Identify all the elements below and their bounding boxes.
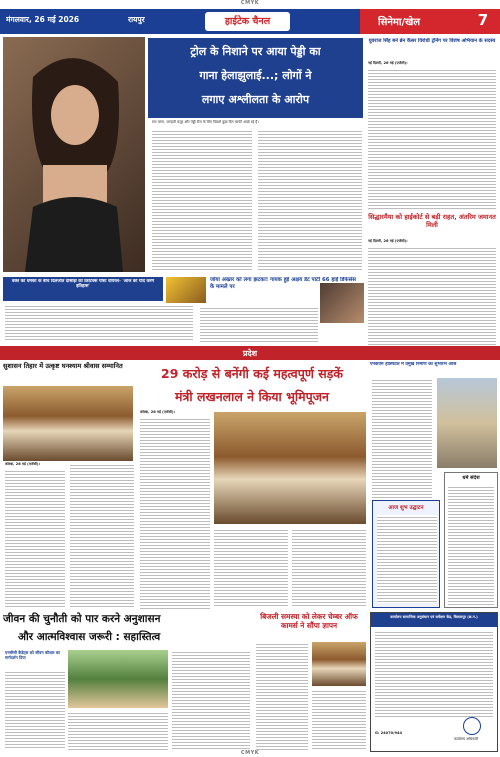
bhoomipujan-photo	[214, 412, 366, 524]
section-name: सिनेमा/खेल	[378, 17, 421, 28]
pradesh-left-body-col1	[5, 469, 65, 609]
religious-notice-body	[448, 485, 494, 605]
pradesh-left-body-col2	[70, 463, 134, 609]
cmyk-marker-bottom: CMYK	[240, 750, 260, 756]
govt-notice-footer-left: G: 24070/944	[375, 731, 402, 735]
right-top-dateline: नई दिल्ली, 26 मई (एजेंसी)।	[368, 61, 408, 65]
right-mid-headline: सिद्धारमैया को हाईकोर्ट से बड़ी राहत, अंतरिम जमानत मिली	[368, 213, 496, 229]
pradesh-main-body-col1	[140, 417, 210, 609]
brand-logo	[205, 12, 290, 31]
bottom-left-body-col3	[172, 650, 250, 750]
pradesh-right-headline: एनकेएम हॉस्पिटल में प्रमुख निर्माण का शुभारंभ आज	[370, 362, 457, 367]
bottom-left-ent-body	[5, 304, 193, 342]
right-top-body	[368, 68, 496, 210]
pradesh-main-body-col3	[292, 528, 366, 608]
pradesh-main-headline-line2: मंत्री लखनलाल ने किया भूमिपूजन	[175, 389, 329, 404]
bottom-left-headline-line1: जीवन की चुनौती को पार करने अनुशासन	[3, 613, 161, 625]
bottom-mid-body-col2	[312, 689, 366, 750]
dosanjh-photo	[166, 277, 206, 303]
govt-seal	[463, 717, 481, 735]
govt-notice-header	[371, 613, 497, 627]
bottom-mid-ent-body	[200, 306, 318, 342]
inauguration-ad-body	[377, 515, 437, 603]
bottom-left-ent-headline-box	[3, 277, 163, 301]
main-headline-line1: ट्रोल के निशाने पर आया पेड्डी का	[190, 45, 321, 58]
main-headline-line2: गाना हेलाझुलाई...; लोगों ने	[199, 69, 312, 82]
govt-notice-headline: कार्यालय सामाजिक अनुसंधान एवं सर्वेक्षण केंद्र, बिलासपुर (छ.ग.)	[390, 615, 478, 619]
bottom-mid-ent-headline: जोया अख्तर को लगा झटका! गायक हुई अक्षय डेट पार्टी 66 हाई डिफेंसेस के मामले पर	[210, 277, 356, 290]
chamber-photo	[312, 642, 366, 686]
pradesh-band	[0, 346, 500, 360]
award-ceremony-photo	[3, 386, 133, 461]
bottom-left-kicker: एनसीसी कैडेट्स को जीवन कौशल का मार्गदर्शन दिया	[5, 650, 61, 660]
bottom-left-headline-line2: और आत्मविश्वास जरूरी : सहास्तित्व	[18, 631, 161, 643]
right-mid-body	[368, 246, 496, 346]
govt-notice-box	[370, 612, 498, 752]
main-story-body-col2	[258, 129, 362, 272]
ncc-cadets-photo	[68, 650, 168, 708]
bottom-mid-headline: बिजली समस्या को लेकर चेम्बर ऑफ कामर्स ने सौंपा ज्ञापन	[260, 612, 358, 630]
govt-notice-body	[375, 630, 493, 718]
bottom-left-body-col1	[5, 670, 65, 750]
brand-name: हाईटेक चैनल	[224, 16, 271, 27]
header-date: मंगलवार, 26 मई 2026	[6, 15, 80, 24]
pradesh-right-body	[372, 378, 432, 498]
right-mid-dateline: नई दिल्ली, 26 मई (एजेंसी)।	[368, 239, 408, 243]
main-story-lead: राम चरण, जान्हवी कपूर और पेड्डी टीम के लिए पिछले कुछ दिन काफी अच्छे रहे हैं।	[152, 120, 259, 124]
inauguration-ad	[372, 500, 440, 608]
header-city: रायपुर	[128, 15, 145, 24]
right-top-headline: युवराज सिंह बने ब्रेन कैंसर विरोधी ट्रेनिंग पर विशेष अभियान के सदस्य	[368, 38, 496, 44]
pradesh-main-body-col2	[214, 528, 288, 608]
bottom-left-ent-headline: वक्त की धमकी के बीच दिलजीत दोसांझ की क्रिटिक्स पोस्ट वायरल- 'आज को याद करेंगे इतिहास'	[11, 279, 155, 290]
pradesh-left-headline: सुशासन तिहार में उत्कृष्ट घनश्याम श्रीवास सम्मानित	[3, 362, 123, 370]
govt-notice-footer-right: कार्यालय अधिकारी	[453, 737, 479, 741]
religious-notice	[444, 472, 498, 608]
religious-notice-title: धर्म संदेश	[462, 475, 480, 481]
main-story-body-col1	[152, 129, 252, 272]
hospital-photo	[437, 378, 497, 468]
header-bar	[0, 9, 500, 34]
cmyk-marker-top: CMYK	[240, 0, 260, 6]
pradesh-main-headline-line1: 29 करोड़ से बनेंगी कई महत्वपूर्ण सड़कें	[161, 366, 343, 381]
bottom-mid-body-col1	[256, 642, 308, 750]
actress-photo	[3, 37, 145, 272]
zoya-photo	[320, 283, 364, 323]
page-number: 7	[477, 11, 489, 29]
main-story-headline-box	[148, 38, 363, 118]
bottom-left-body-col2	[68, 711, 168, 751]
inauguration-ad-title: आज शुभ उद्घाटन	[388, 505, 424, 511]
pradesh-main-dateline: कोरबा, 26 मई (एजेंसी)।	[140, 410, 175, 414]
main-headline-line3: लगाए अश्लीलता के आरोप	[201, 93, 310, 106]
pradesh-left-dateline: कोरबा, 26 मई (एजेंसी)।	[5, 462, 40, 466]
pradesh-label: प्रदेश	[242, 349, 258, 358]
